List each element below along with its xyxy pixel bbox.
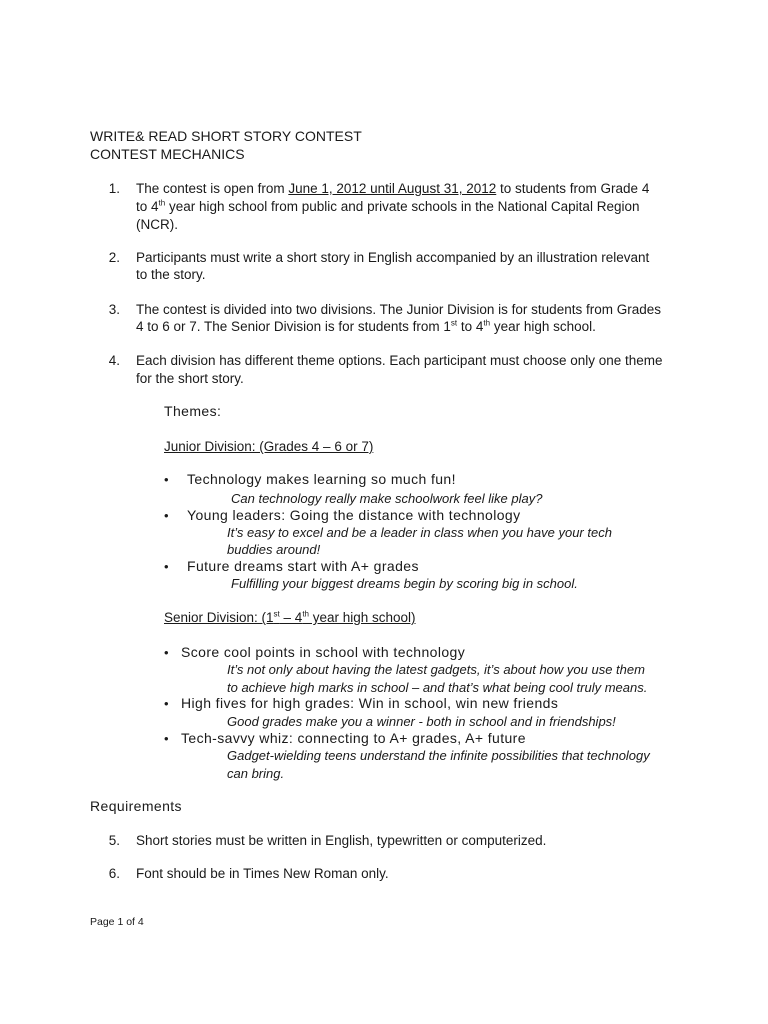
item-line: The contest is open from June 1, 2012 until August 31, 2012 to students from Grade 4 [136,181,650,196]
theme-title: High fives for high grades: Win in school, win new friends [181,695,559,711]
page-number: Page 1 of 4 [90,916,144,928]
theme-title: Technology makes learning so much fun! [187,471,456,487]
theme-description: to achieve high marks in school – and that’s what being cool truly means. [227,680,648,695]
item-line: 4 to 6 or 7. The Senior Division is for students from 1st to 4th year high school. [136,318,596,334]
item-number: 2. [108,250,120,265]
bullet-icon: • [164,508,169,523]
item-line: for the short story. [136,371,244,386]
theme-description: Gadget-wielding teens understand the infinite possibilities that technology [227,748,650,763]
item-line: (NCR). [136,217,178,232]
item-number: 6. [108,866,120,881]
theme-description: It’s not only about having the latest gadgets, it’s about how you use them [227,662,645,677]
item-number: 5. [108,833,120,848]
theme-title: Young leaders: Going the distance with technology [187,507,521,523]
senior-division-heading: Senior Division: (1st – 4th year high school) [164,609,416,625]
item-line: to 4th year high school from public and private schools in the National Capital Region [136,198,640,214]
bullet-icon: • [164,696,169,711]
item-number: 1. [108,181,120,196]
theme-description: Can technology really make schoolwork feel like play? [231,491,543,506]
item-line: Participants must write a short story in English accompanied by an illustration relevant [136,250,650,265]
themes-label: Themes: [164,403,222,419]
theme-title: Tech-savvy whiz: connecting to A+ grades, A+ future [181,730,526,746]
theme-description: buddies around! [227,542,321,557]
theme-description: Fulfilling your biggest dreams begin by scoring big in school. [231,576,578,591]
contest-dates: June 1, 2012 until August 31, 2012 [288,181,497,196]
theme-description: Good grades make you a winner - both in school and in friendships! [227,714,616,729]
theme-title: Future dreams start with A+ grades [187,558,419,574]
theme-description: can bring. [227,766,285,781]
bullet-icon: • [164,645,169,660]
document-title: WRITE& READ SHORT STORY CONTEST [90,128,362,144]
bullet-icon: • [164,472,169,487]
bullet-icon: • [164,731,169,746]
theme-title: Score cool points in school with technology [181,644,466,660]
item-line: Short stories must be written in English, typewritten or computerized. [136,833,547,848]
item-line: The contest is divided into two divisions. The Junior Division is for students from Grades [136,302,661,317]
bullet-icon: • [164,559,169,574]
item-line: Font should be in Times New Roman only. [136,866,389,881]
item-number: 3. [108,302,120,317]
item-line: Each division has different theme options. Each participant must choose only one theme [136,353,663,368]
item-line: to the story. [136,267,206,282]
junior-division-heading: Junior Division: (Grades 4 – 6 or 7) [164,439,374,454]
document-subtitle: CONTEST MECHANICS [90,146,245,162]
theme-description: It’s easy to excel and be a leader in class when you have your tech [227,525,612,540]
requirements-heading: Requirements [90,798,182,814]
item-number: 4. [108,353,120,368]
